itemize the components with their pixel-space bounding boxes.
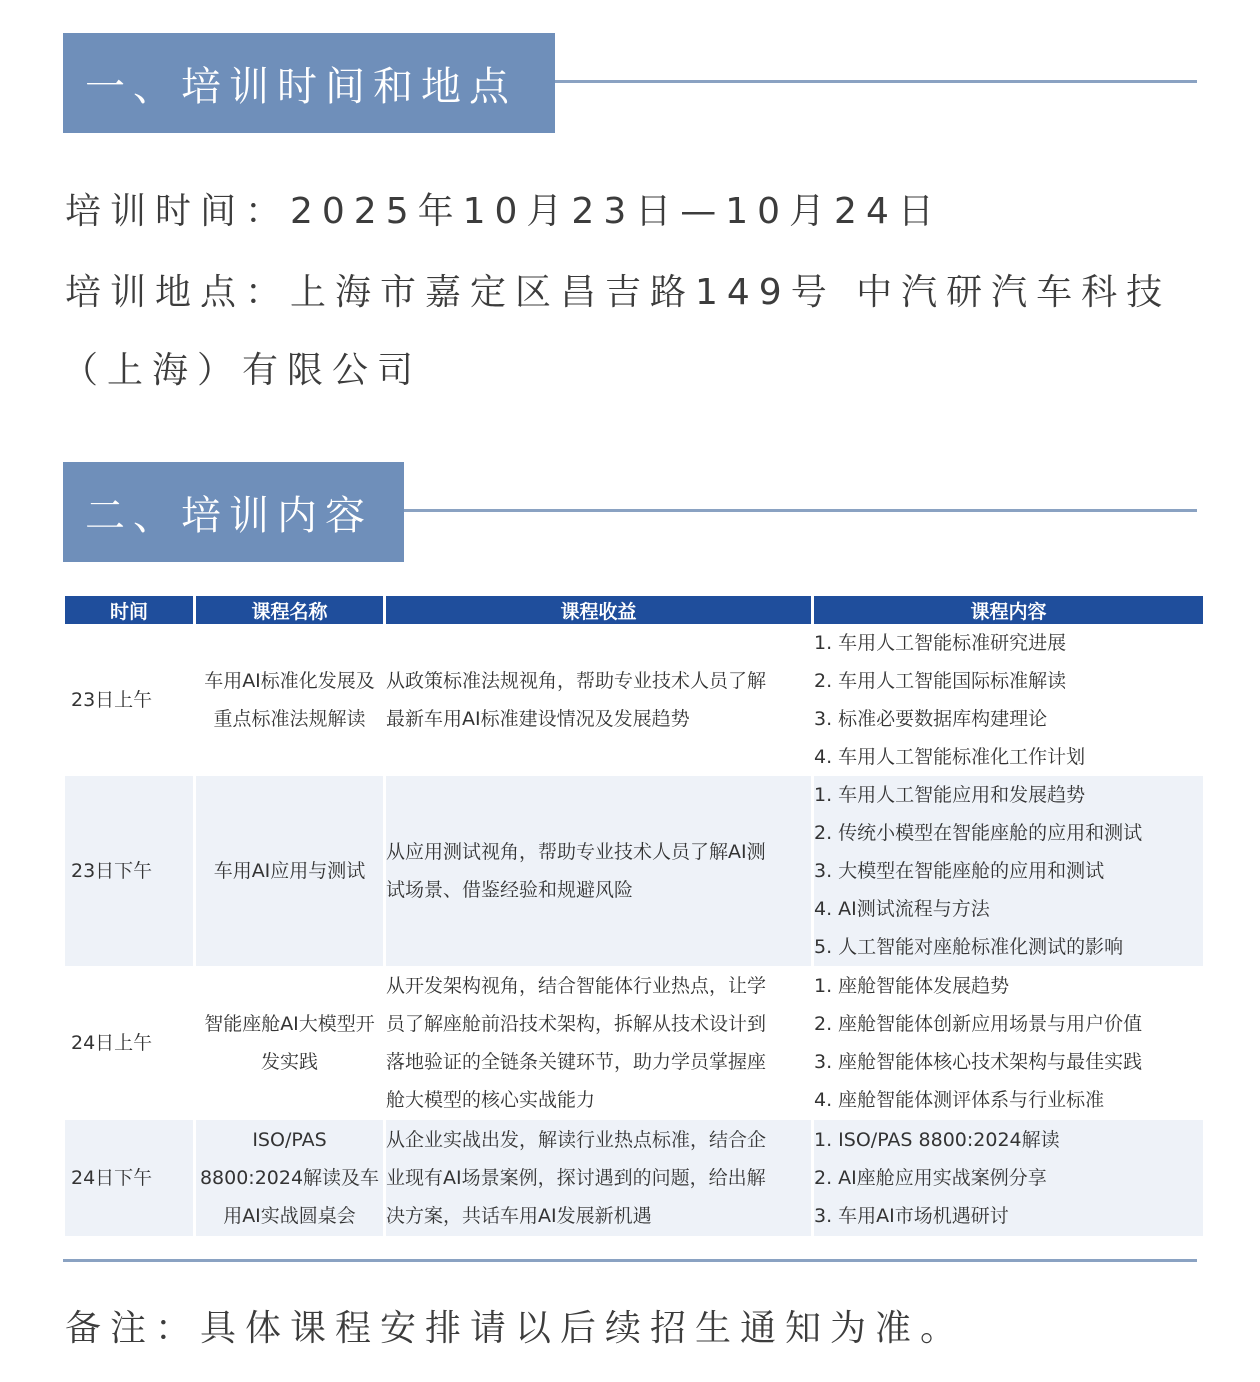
cell-course-benefit xyxy=(386,966,811,1120)
cell-course-benefit-line: 决方案，共话车用AI发展新机遇 xyxy=(386,1205,652,1227)
cell-course-content-line: 4. 座舱智能体测评体系与行业标准 xyxy=(814,1089,1105,1111)
cell-course-benefit-line: 最新车用AI标准建设情况及发展趋势 xyxy=(386,708,690,730)
cell-course-content-line: 2. 座舱智能体创新应用场景与用户价值 xyxy=(814,1013,1143,1035)
cell-course-content xyxy=(814,624,1203,776)
section-1-title: 一、培训时间和地点 xyxy=(85,63,517,110)
table-row xyxy=(65,776,1203,966)
cell-course-content xyxy=(814,1120,1203,1236)
section-2-title: 二、培训内容 xyxy=(85,492,373,539)
cell-course-content-line: 2. 车用人工智能国际标准解读 xyxy=(814,670,1067,692)
schedule-table xyxy=(62,596,1206,1236)
training-time: 培训时间：2025年10月23日—10月24日 xyxy=(65,191,943,232)
cell-course-content xyxy=(814,776,1203,966)
cell-course-content-line: 3. 大模型在智能座舱的应用和测试 xyxy=(814,860,1105,882)
cell-course-content-line: 2. AI座舱应用实战案例分享 xyxy=(814,1167,1047,1189)
cell-course-name-line: 车用AI标准化发展及 xyxy=(204,670,375,692)
cell-course-name-line: 重点标准法规解读 xyxy=(213,708,366,730)
cell-course-name-line: 用AI实战圆桌会 xyxy=(223,1205,356,1227)
cell-time: 23日下午 xyxy=(65,776,193,966)
cell-course-content-line: 4. 车用人工智能标准化工作计划 xyxy=(814,746,1086,768)
cell-course-content-line: 3. 车用AI市场机遇研讨 xyxy=(814,1205,1009,1227)
cell-course-name xyxy=(196,776,383,966)
header-course-benefit: 课程收益 xyxy=(386,596,811,624)
cell-course-content-line: 4. AI测试流程与方法 xyxy=(814,898,990,920)
cell-course-benefit-line: 试场景、借鉴经验和规避风险 xyxy=(386,879,634,901)
cell-course-benefit-line: 从政策标准法规视角，帮助专业技术人员了解 xyxy=(386,670,767,692)
section-1-rule xyxy=(555,80,1197,83)
cell-course-benefit xyxy=(386,1120,811,1236)
table-row xyxy=(65,624,1203,776)
training-location-line-1: 培训地点：上海市嘉定区昌吉路149号 中汽研汽车科技 xyxy=(65,272,1172,313)
cell-course-content-line: 1. 座舱智能体发展趋势 xyxy=(814,975,1010,997)
cell-course-benefit-line: 从企业实战出发，解读行业热点标准，结合企 xyxy=(386,1129,767,1151)
cell-course-name-line: 智能座舱AI大模型开 xyxy=(204,1013,375,1035)
header-course-name: 课程名称 xyxy=(196,596,383,624)
cell-course-name xyxy=(196,966,383,1120)
cell-course-benefit xyxy=(386,624,811,776)
section-2-title-box xyxy=(63,462,404,562)
cell-course-benefit-line: 舱大模型的核心实战能力 xyxy=(386,1089,596,1111)
cell-course-name-line: 车用AI应用与测试 xyxy=(213,860,366,882)
cell-course-benefit-line: 落地验证的全链条关键环节，助力学员掌握座 xyxy=(386,1051,767,1073)
training-location-line-2: （上海）有限公司 xyxy=(62,350,423,391)
section-2-rule xyxy=(404,509,1197,512)
table-row xyxy=(65,966,1203,1120)
section-1-header xyxy=(63,33,555,133)
cell-course-content xyxy=(814,966,1203,1120)
cell-course-content-line: 5. 人工智能对座舱标准化测试的影响 xyxy=(814,936,1124,958)
cell-time: 24日下午 xyxy=(65,1120,193,1236)
cell-course-benefit-line: 从应用测试视角，帮助专业技术人员了解AI测 xyxy=(386,841,766,863)
cell-time: 24日上午 xyxy=(71,1032,153,1054)
bottom-rule xyxy=(63,1259,1197,1262)
remark-note: 备注：具体课程安排请以后续招生通知为准。 xyxy=(65,1308,966,1349)
table-row xyxy=(65,1120,1203,1236)
cell-course-name-line: ISO/PAS xyxy=(252,1129,327,1151)
cell-course-benefit-line: 业现有AI场景案例，探讨遇到的问题，给出解 xyxy=(386,1167,766,1189)
cell-course-name xyxy=(196,624,383,776)
cell-course-content-line: 1. 车用人工智能应用和发展趋势 xyxy=(814,784,1086,806)
section-2-header xyxy=(63,462,404,562)
table-header-row xyxy=(65,596,1203,624)
cell-course-name xyxy=(196,1120,383,1236)
header-course-content: 课程内容 xyxy=(814,596,1203,624)
cell-course-name-line: 发实践 xyxy=(260,1051,318,1073)
cell-course-content-line: 1. ISO/PAS 8800:2024解读 xyxy=(814,1129,1060,1151)
cell-course-content-line: 2. 传统小模型在智能座舱的应用和测试 xyxy=(814,822,1143,844)
cell-course-benefit xyxy=(386,776,811,966)
cell-course-content-line: 3. 座舱智能体核心技术架构与最佳实践 xyxy=(814,1051,1143,1073)
cell-course-content-line: 3. 标准必要数据库构建理论 xyxy=(814,708,1048,730)
section-1-title-box xyxy=(63,33,555,133)
cell-course-benefit-line: 从开发架构视角，结合智能体行业热点，让学 xyxy=(386,975,767,997)
cell-time: 23日上午 xyxy=(71,689,153,711)
header-time: 时间 xyxy=(65,596,193,624)
cell-course-content-line: 1. 车用人工智能标准研究进展 xyxy=(814,632,1067,654)
cell-course-benefit-line: 员了解座舱前沿技术架构，拆解从技术设计到 xyxy=(386,1013,767,1035)
cell-course-name-line: 8800:2024解读及车 xyxy=(199,1167,380,1189)
